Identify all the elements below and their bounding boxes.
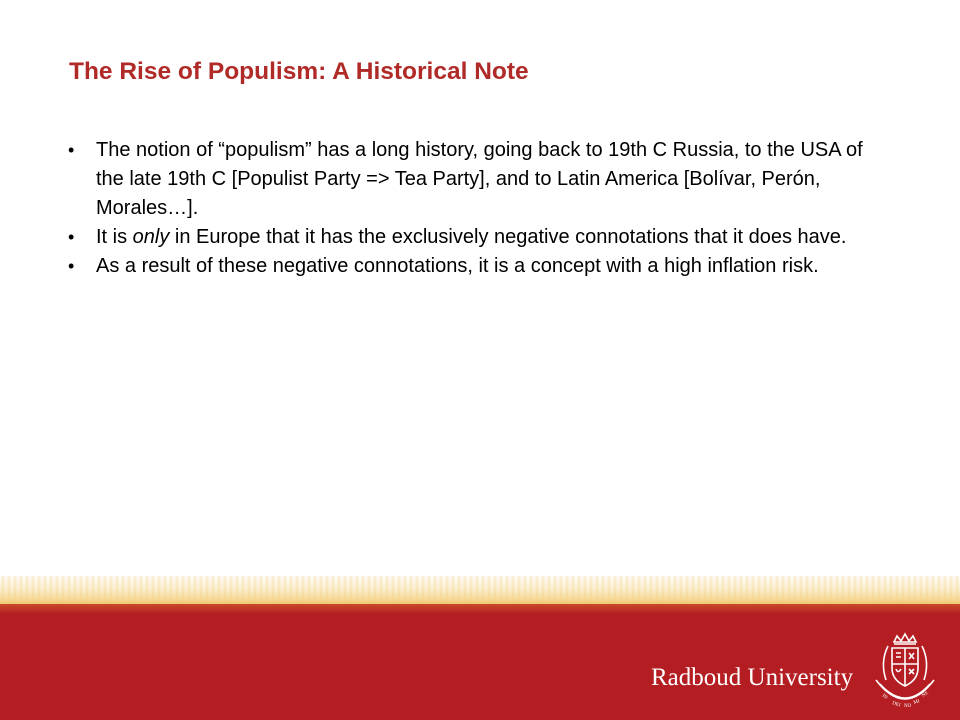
- radboud-crest-icon: [868, 632, 942, 712]
- svg-text:NE: NE: [921, 690, 930, 699]
- svg-text:MI: MI: [913, 699, 921, 706]
- slide-title: The Rise of Populism: A Historical Note: [69, 58, 529, 85]
- footer-gradient-band: [0, 576, 960, 606]
- footer-red-band: [0, 604, 960, 720]
- bullet-text: As a result of these negative connotations, it is a concept with a high inflation risk.: [96, 255, 819, 277]
- svg-text:DEI: DEI: [891, 701, 901, 709]
- bullet-emphasis: only: [132, 226, 170, 248]
- bullet-item-1: [68, 136, 888, 223]
- bullet-item-3: [68, 252, 888, 281]
- bullet-text: The notion of “populism” has a long history, going back to 19th C Russia, to the USA of the late 19th C [Populist Party => Tea Party], and to Latin America [Bolívar, Perón, Morales…].: [96, 139, 863, 219]
- bullet-text-before: It is: [96, 226, 133, 248]
- bullet-list: [68, 136, 888, 281]
- bullet-text-after: in Europe that it has the exclusively negative connotations that it does have.: [169, 226, 847, 248]
- svg-text:NO: NO: [904, 704, 912, 709]
- university-name: Radboud University: [651, 664, 854, 691]
- svg-text:IN: IN: [880, 693, 889, 701]
- footer-red-band-edge: [0, 604, 960, 614]
- bullet-item-2: [68, 223, 888, 252]
